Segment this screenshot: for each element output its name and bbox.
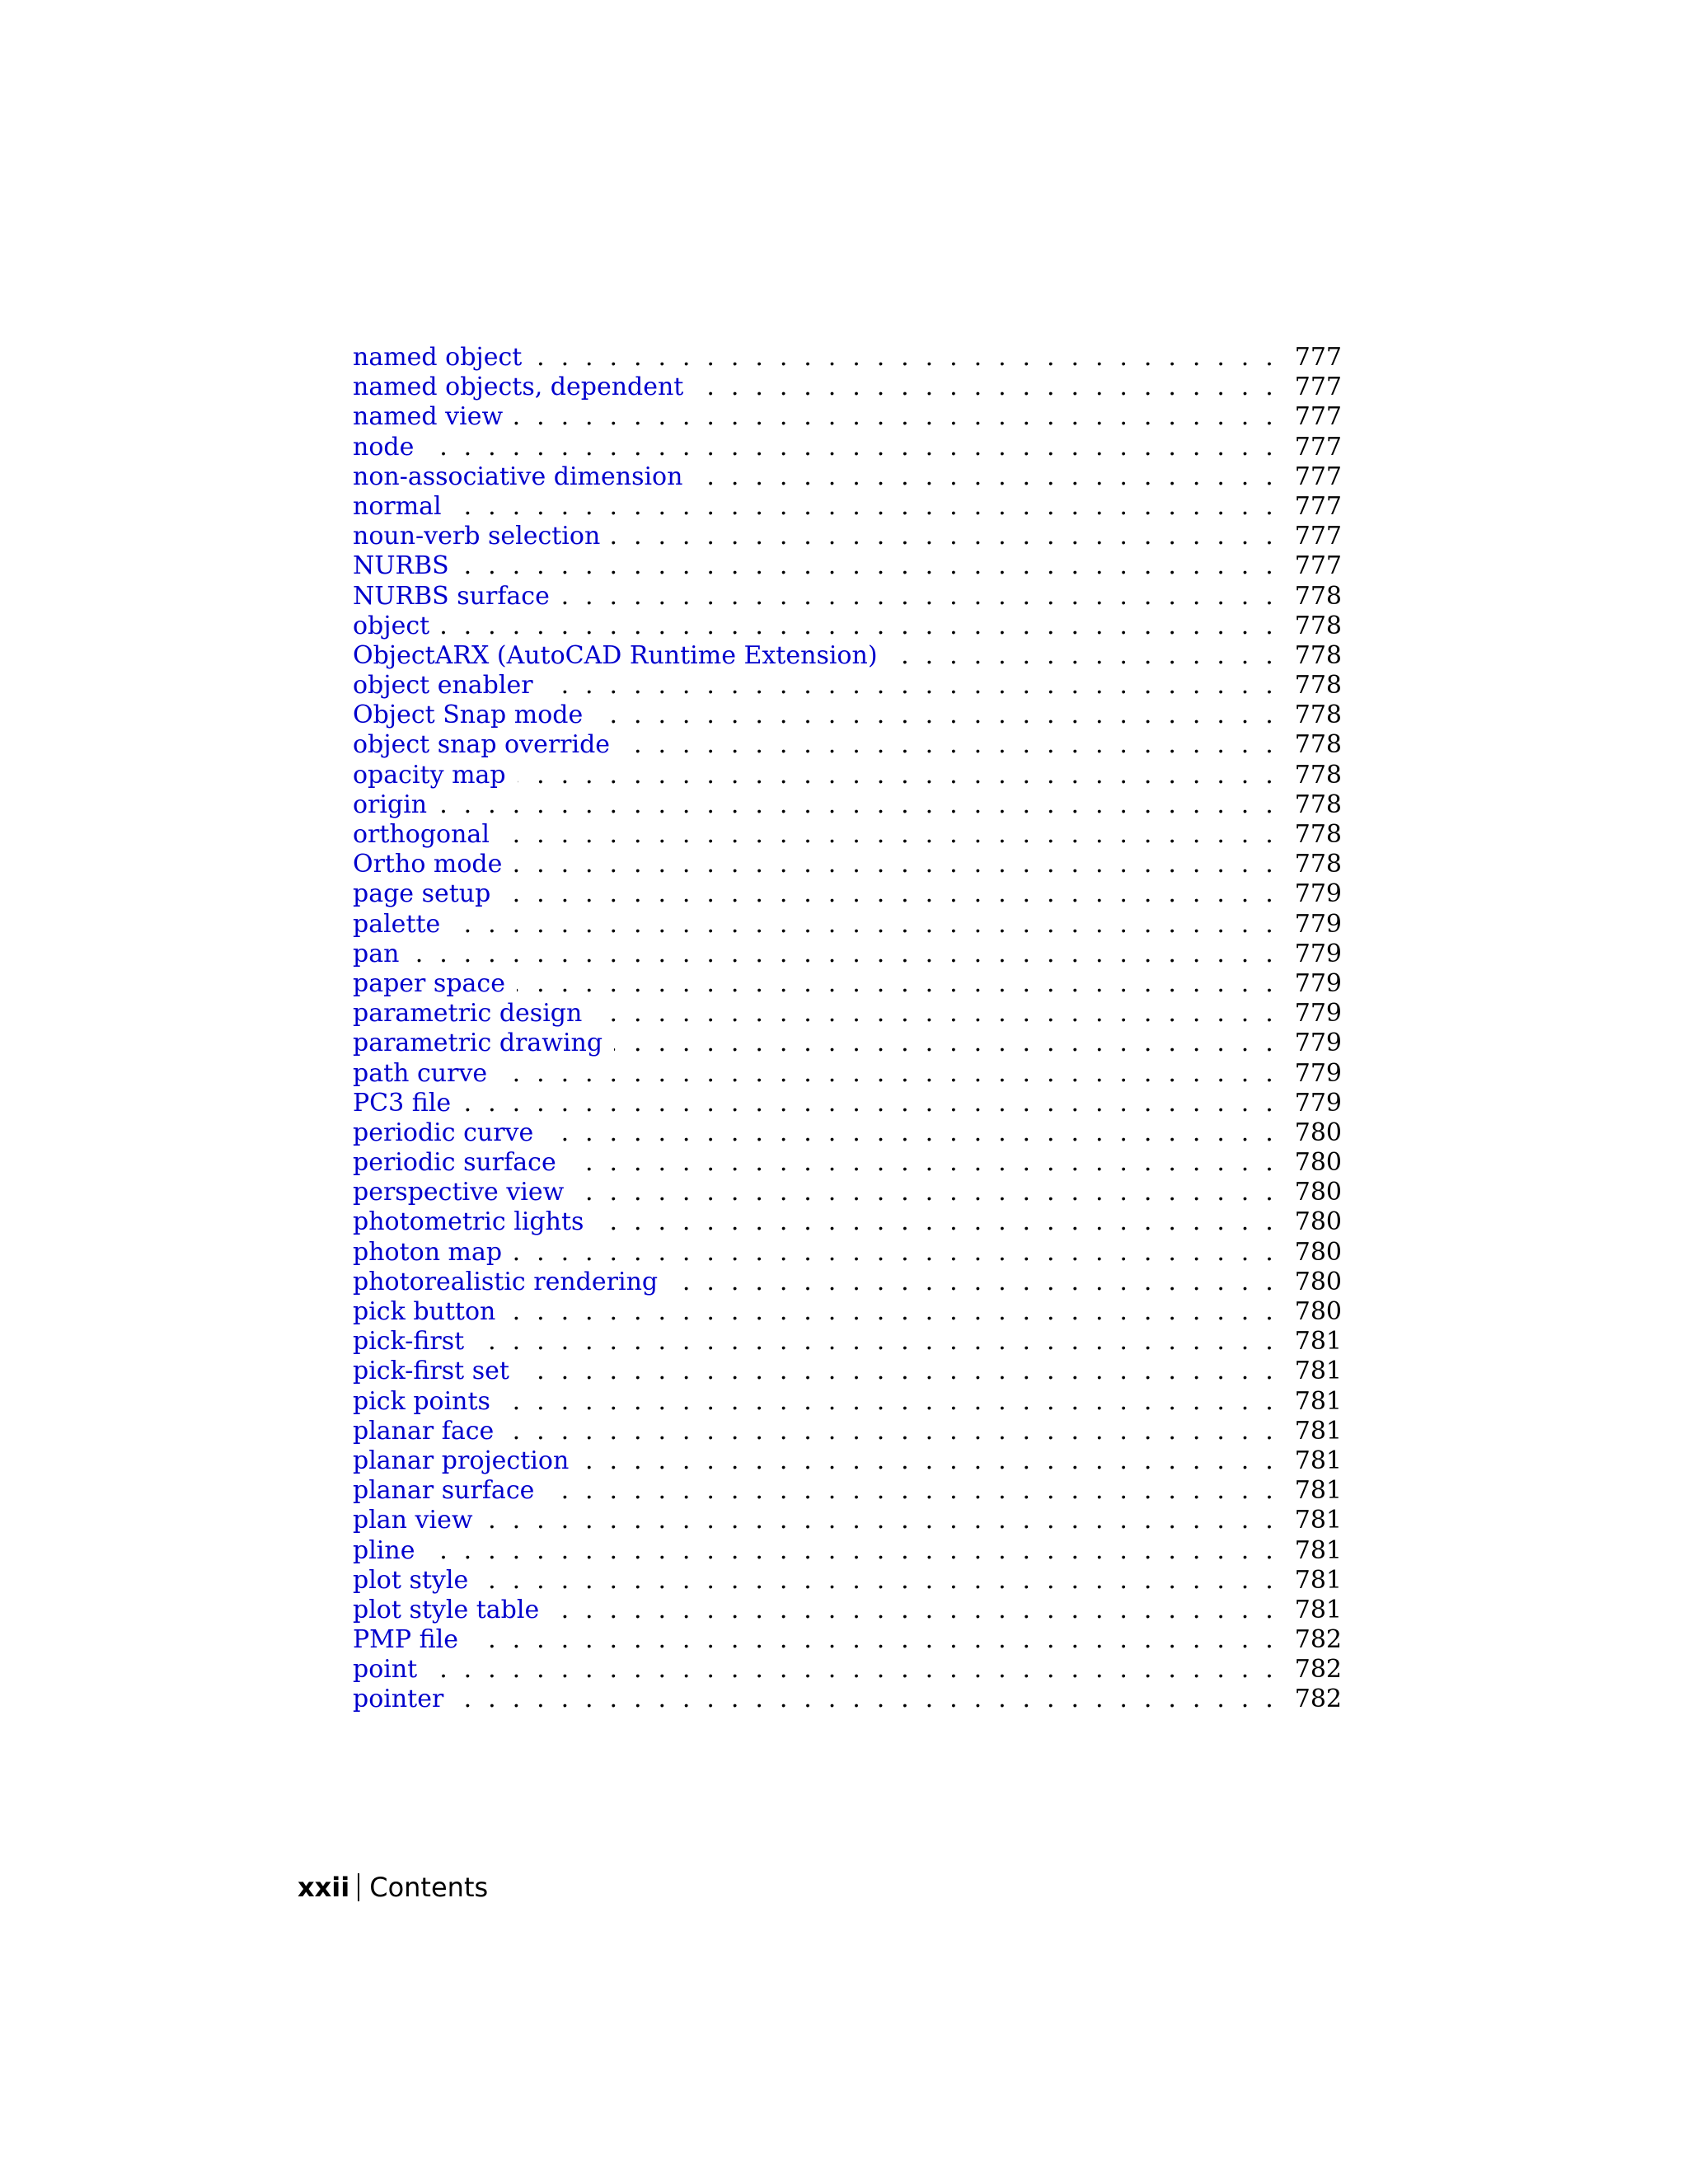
toc-entry-page-number: 778 bbox=[1294, 640, 1342, 670]
toc-entry-link[interactable]: noun-verb selection bbox=[353, 522, 612, 551]
toc-entry[interactable] bbox=[353, 1029, 1342, 1058]
toc-entry-page-number: 779 bbox=[1294, 939, 1342, 968]
toc-entry-page-number: 780 bbox=[1294, 1267, 1342, 1296]
toc-entry[interactable] bbox=[353, 761, 1342, 790]
toc-entry-page-number: 780 bbox=[1294, 1148, 1342, 1178]
page-footer bbox=[298, 1871, 488, 1904]
toc-entry-link[interactable]: plan view bbox=[353, 1506, 485, 1535]
toc-entry[interactable] bbox=[353, 641, 1342, 671]
toc-entry[interactable] bbox=[353, 1506, 1342, 1535]
toc-entry[interactable] bbox=[353, 1207, 1342, 1237]
toc-entry[interactable] bbox=[353, 1446, 1342, 1476]
toc-entry-page-number: 782 bbox=[1294, 1685, 1342, 1714]
toc-entry-link[interactable]: page setup bbox=[353, 879, 502, 908]
toc-entry-link[interactable]: normal bbox=[353, 492, 453, 521]
toc-entry-page-number: 781 bbox=[1294, 1476, 1342, 1506]
toc-entry-page-number: 780 bbox=[1294, 1178, 1342, 1207]
toc-entry-link[interactable]: planar surface bbox=[353, 1476, 546, 1505]
toc-entry-link[interactable]: periodic surface bbox=[353, 1148, 568, 1177]
toc-entry[interactable] bbox=[353, 940, 1342, 969]
toc-entry[interactable] bbox=[353, 1685, 1342, 1714]
toc-entry-page-number: 781 bbox=[1294, 1506, 1342, 1535]
toc-entry-link[interactable]: parametric drawing bbox=[353, 1029, 614, 1057]
toc-entry-link[interactable]: planar projection bbox=[353, 1446, 580, 1475]
toc-entry[interactable] bbox=[353, 582, 1342, 612]
toc-entry-page-number: 777 bbox=[1294, 432, 1342, 462]
toc-entry[interactable] bbox=[353, 1089, 1342, 1118]
toc-entry-link[interactable]: pick-first set bbox=[353, 1357, 521, 1385]
toc-entry-link[interactable]: ObjectARX (AutoCAD Runtime Extension) bbox=[353, 641, 889, 670]
toc-entry-link[interactable]: opacity map bbox=[353, 761, 518, 790]
toc-entry-link[interactable]: Ortho mode bbox=[353, 850, 513, 879]
toc-entry-link[interactable]: PMP file bbox=[353, 1625, 470, 1654]
toc-entry-page-number: 778 bbox=[1294, 730, 1342, 760]
toc-entry[interactable] bbox=[353, 1536, 1342, 1566]
toc-entry[interactable] bbox=[353, 1327, 1342, 1357]
footer-separator bbox=[358, 1873, 359, 1901]
toc-entry[interactable] bbox=[353, 1596, 1342, 1625]
toc-entry-page-number: 780 bbox=[1294, 1297, 1342, 1326]
toc-entry[interactable] bbox=[353, 462, 1342, 492]
toc-entry-page-number: 777 bbox=[1294, 522, 1342, 551]
toc-entry[interactable] bbox=[353, 492, 1342, 522]
toc-entry-link[interactable]: PC3 file bbox=[353, 1089, 462, 1118]
toc-entry[interactable] bbox=[353, 1625, 1342, 1655]
toc-entry[interactable] bbox=[353, 551, 1342, 581]
toc-entry-page-number: 777 bbox=[1294, 402, 1342, 432]
toc-entry-page-number: 778 bbox=[1294, 671, 1342, 701]
toc-entry-link[interactable]: Object Snap mode bbox=[353, 701, 594, 729]
toc-entry-page-number: 781 bbox=[1294, 1327, 1342, 1357]
toc-entry[interactable] bbox=[353, 790, 1342, 820]
toc-entry-page-number: 779 bbox=[1294, 1058, 1342, 1088]
toc-entry-page-number: 778 bbox=[1294, 581, 1342, 611]
toc-entry-link[interactable]: pick button bbox=[353, 1297, 507, 1326]
toc-entry-page-number: 778 bbox=[1294, 760, 1342, 790]
toc-entry[interactable] bbox=[353, 1268, 1342, 1297]
toc-entry[interactable] bbox=[353, 1357, 1342, 1386]
toc-entry-page-number: 781 bbox=[1294, 1565, 1342, 1595]
toc-entry[interactable] bbox=[353, 433, 1342, 462]
toc-entry-link[interactable]: periodic curve bbox=[353, 1118, 545, 1147]
toc-entry-page-number: 780 bbox=[1294, 1118, 1342, 1147]
toc-entry-page-number: 782 bbox=[1294, 1625, 1342, 1655]
toc-entry[interactable] bbox=[353, 1118, 1342, 1148]
toc-entry-page-number: 778 bbox=[1294, 701, 1342, 730]
toc-entry[interactable] bbox=[353, 612, 1342, 641]
toc-entry[interactable] bbox=[353, 1655, 1342, 1685]
toc-entry-page-number: 781 bbox=[1294, 1357, 1342, 1386]
toc-entry-link[interactable]: non-associative dimension bbox=[353, 462, 694, 491]
toc-entry[interactable] bbox=[353, 879, 1342, 909]
toc-entry-link[interactable]: orthogonal bbox=[353, 820, 501, 849]
toc-entry-page-number: 777 bbox=[1294, 343, 1342, 372]
toc-entry-page-number: 779 bbox=[1294, 1088, 1342, 1118]
toc-entry-link[interactable]: object bbox=[353, 612, 441, 640]
table-of-contents bbox=[353, 343, 1342, 1715]
toc-entry-page-number: 781 bbox=[1294, 1595, 1342, 1624]
toc-entry[interactable] bbox=[353, 701, 1342, 730]
toc-entry-page-number: 778 bbox=[1294, 611, 1342, 640]
toc-entry-link[interactable]: node bbox=[353, 433, 425, 462]
toc-entry[interactable] bbox=[353, 969, 1342, 999]
toc-entry-link[interactable]: planar face bbox=[353, 1417, 505, 1446]
toc-entry-link[interactable]: object enabler bbox=[353, 671, 545, 700]
toc-entry-link[interactable]: palette bbox=[353, 910, 452, 939]
toc-entry-link[interactable]: pline bbox=[353, 1536, 426, 1565]
toc-entry-link[interactable]: origin bbox=[353, 790, 438, 819]
toc-entry[interactable] bbox=[353, 1059, 1342, 1089]
toc-entry-link[interactable]: pick-first bbox=[353, 1327, 476, 1356]
toc-entry-page-number: 778 bbox=[1294, 790, 1342, 819]
toc-entry-page-number: 782 bbox=[1294, 1655, 1342, 1685]
toc-entry-page-number: 781 bbox=[1294, 1416, 1342, 1446]
toc-entry-link[interactable]: plot style table bbox=[353, 1596, 551, 1624]
toc-entry-link[interactable]: path curve bbox=[353, 1059, 499, 1088]
toc-entry-link[interactable]: plot style bbox=[353, 1566, 480, 1595]
toc-entry-page-number: 777 bbox=[1294, 491, 1342, 521]
toc-entry[interactable] bbox=[353, 1566, 1342, 1596]
toc-entry[interactable] bbox=[353, 850, 1342, 879]
toc-entry-link[interactable]: photometric lights bbox=[353, 1207, 595, 1236]
footer-section-title: Contents bbox=[369, 1872, 489, 1903]
toc-entry[interactable] bbox=[353, 1387, 1342, 1417]
toc-entry[interactable] bbox=[353, 730, 1342, 760]
toc-entry[interactable] bbox=[353, 1476, 1342, 1506]
toc-entry-link[interactable]: named object bbox=[353, 343, 533, 372]
toc-entry[interactable] bbox=[353, 999, 1342, 1029]
toc-entry[interactable] bbox=[353, 402, 1342, 432]
toc-entry-page-number: 780 bbox=[1294, 1237, 1342, 1267]
toc-entry-link[interactable]: NURBS bbox=[353, 551, 461, 580]
toc-entry-link[interactable]: pointer bbox=[353, 1685, 455, 1713]
toc-entry[interactable] bbox=[353, 373, 1342, 402]
toc-entry[interactable] bbox=[353, 1238, 1342, 1268]
toc-entry-link[interactable]: named view bbox=[353, 402, 514, 431]
toc-entry[interactable] bbox=[353, 1148, 1342, 1178]
toc-entry-link[interactable]: perspective view bbox=[353, 1178, 575, 1207]
toc-entry-link[interactable]: paper space bbox=[353, 969, 517, 998]
toc-entry-page-number: 780 bbox=[1294, 1207, 1342, 1237]
toc-entry-link[interactable]: NURBS surface bbox=[353, 582, 561, 611]
toc-entry-page-number: 778 bbox=[1294, 850, 1342, 879]
toc-entry[interactable] bbox=[353, 522, 1342, 551]
toc-entry-link[interactable]: photon map bbox=[353, 1238, 513, 1267]
toc-entry-page-number: 777 bbox=[1294, 373, 1342, 402]
toc-entry-link[interactable]: point bbox=[353, 1655, 429, 1684]
toc-entry[interactable] bbox=[353, 1297, 1342, 1327]
toc-entry-page-number: 777 bbox=[1294, 551, 1342, 581]
toc-entry-page-number: 781 bbox=[1294, 1535, 1342, 1565]
toc-entry-link[interactable]: parametric design bbox=[353, 999, 593, 1028]
toc-entry-page-number: 777 bbox=[1294, 462, 1342, 491]
toc-entry-page-number: 778 bbox=[1294, 820, 1342, 849]
toc-entry-page-number: 779 bbox=[1294, 999, 1342, 1029]
toc-entry-link[interactable]: photorealistic rendering bbox=[353, 1268, 669, 1296]
toc-entry[interactable] bbox=[353, 671, 1342, 701]
toc-entry[interactable] bbox=[353, 1178, 1342, 1207]
toc-entry-page-number: 781 bbox=[1294, 1446, 1342, 1475]
toc-entry-page-number: 779 bbox=[1294, 1029, 1342, 1058]
toc-entry[interactable] bbox=[353, 343, 1342, 373]
toc-entry-page-number: 781 bbox=[1294, 1386, 1342, 1416]
toc-entry-link[interactable]: pick points bbox=[353, 1387, 502, 1416]
toc-entry[interactable] bbox=[353, 1417, 1342, 1446]
toc-entry-link[interactable]: object snap override bbox=[353, 730, 621, 759]
toc-entry-link[interactable]: pan bbox=[353, 940, 410, 968]
page-number: xxii bbox=[298, 1872, 350, 1903]
toc-entry-page-number: 779 bbox=[1294, 879, 1342, 909]
toc-entry-link[interactable]: named objects, dependent bbox=[353, 373, 695, 401]
toc-entry[interactable] bbox=[353, 820, 1342, 850]
toc-entry-page-number: 779 bbox=[1294, 968, 1342, 998]
toc-entry[interactable] bbox=[353, 910, 1342, 940]
toc-entry-page-number: 779 bbox=[1294, 909, 1342, 939]
